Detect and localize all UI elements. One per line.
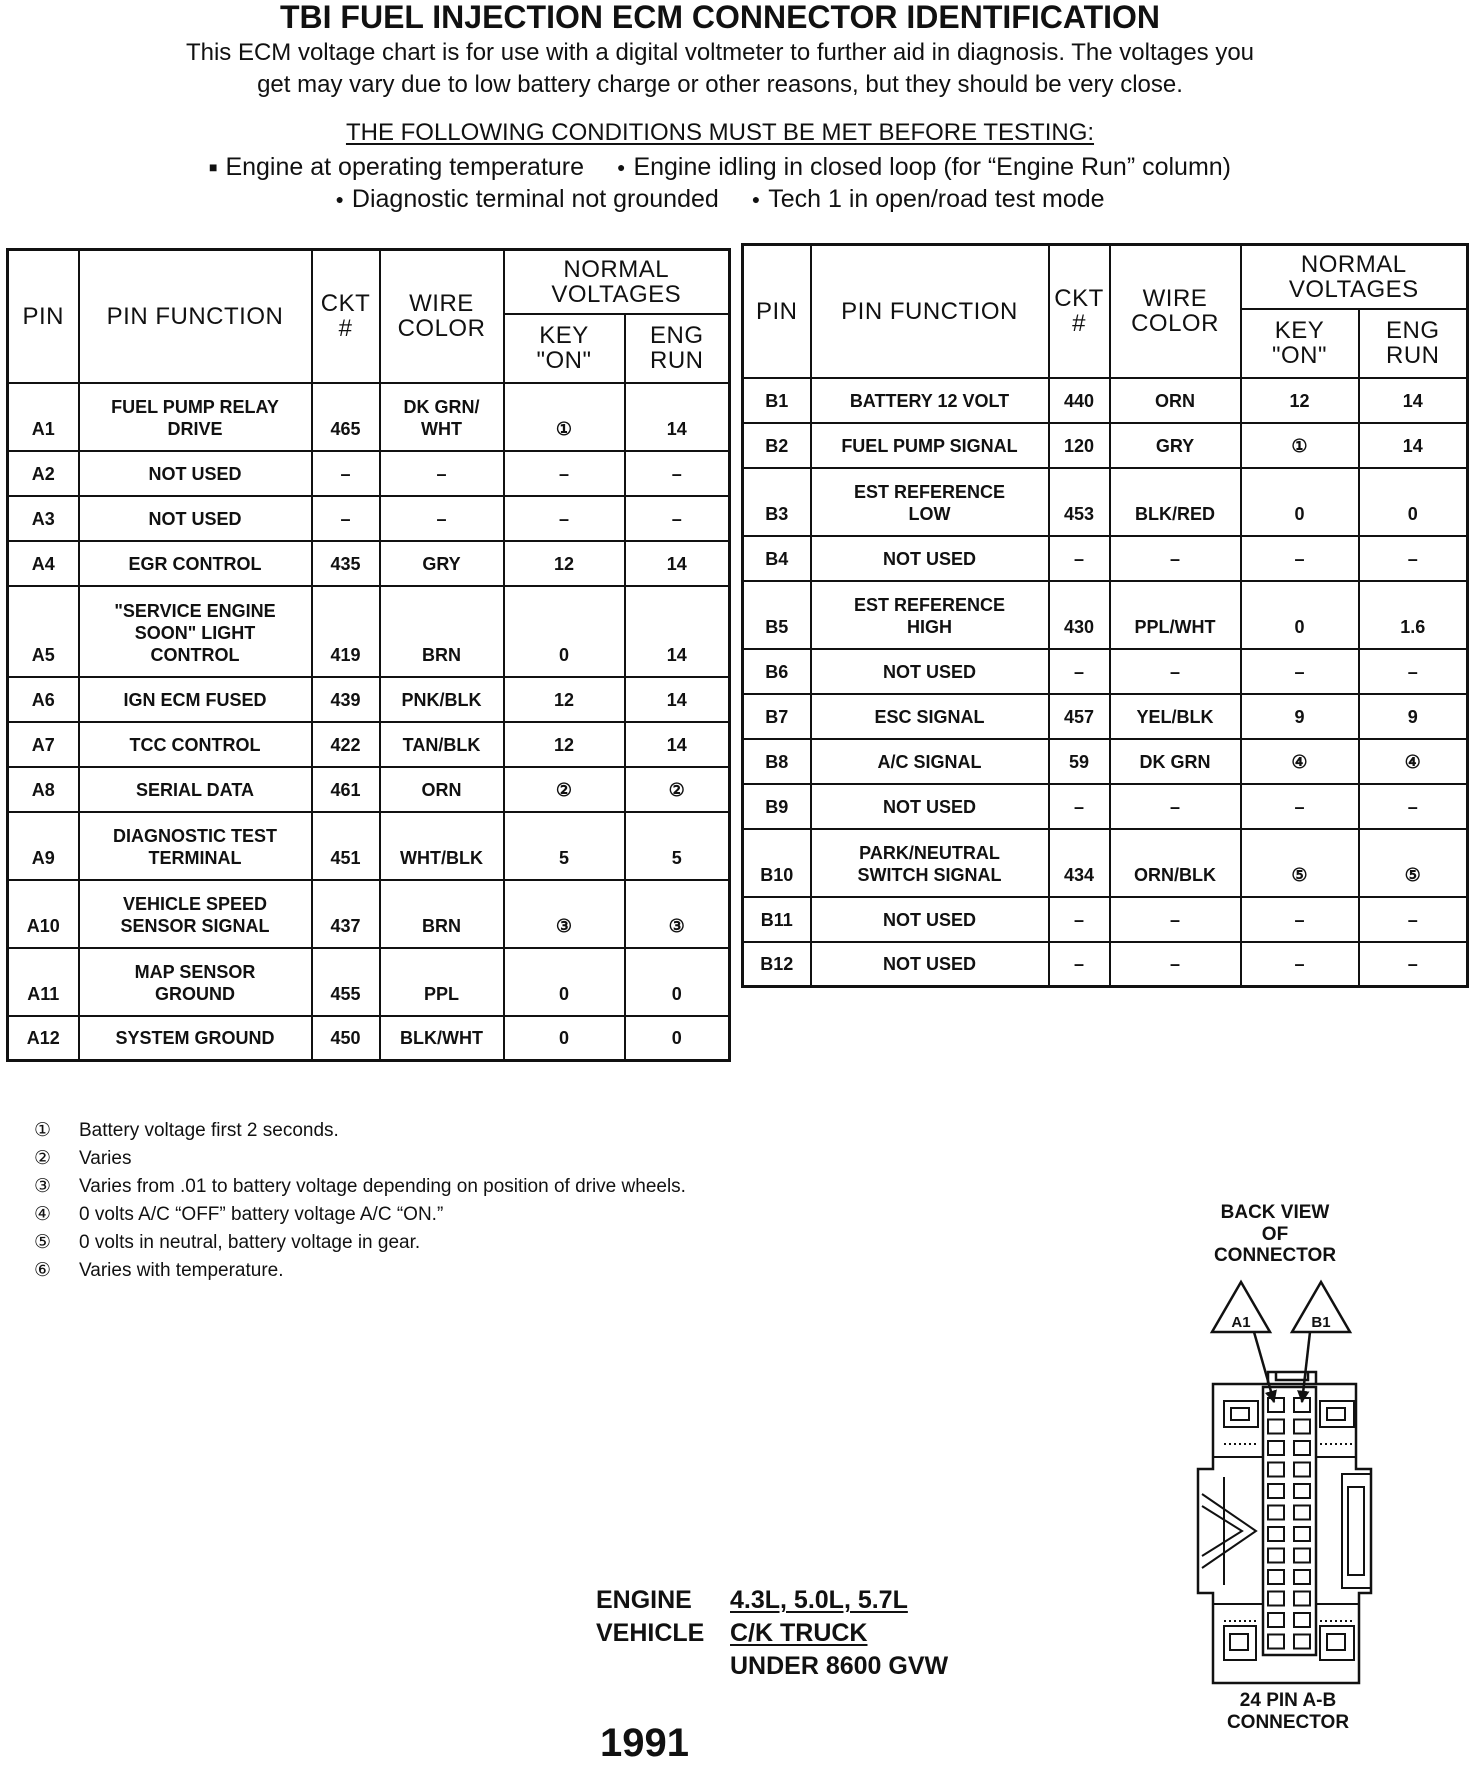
header-row xyxy=(8,250,730,314)
table-body xyxy=(8,383,730,1061)
conditions-line xyxy=(0,183,1440,215)
circuit-number-cell: 437 xyxy=(312,880,380,948)
table-row xyxy=(743,581,1468,649)
pin-function-cell: IGN ECM FUSED xyxy=(79,677,312,722)
footnote-text: Battery voltage first 2 seconds. xyxy=(79,1120,339,1141)
connector-key-tab xyxy=(1268,1372,1316,1384)
circuit-number-cell: – xyxy=(1049,897,1110,942)
table-row xyxy=(8,496,730,541)
table-row xyxy=(743,378,1468,423)
vehicle-value: C/K TRUCK xyxy=(730,1619,868,1647)
header-pin-function: PIN FUNCTION xyxy=(811,245,1049,378)
pin-function-cell: PARK/NEUTRAL SWITCH SIGNAL xyxy=(811,829,1049,897)
connector-pin xyxy=(1294,1420,1310,1434)
table-header xyxy=(8,250,730,383)
header-normal-voltages: NORMAL VOLTAGES xyxy=(1241,245,1468,309)
condition-text: Diagnostic terminal not grounded xyxy=(351,185,719,213)
table-row xyxy=(8,383,730,451)
application-info xyxy=(596,1584,948,1683)
circuit-number-cell: 59 xyxy=(1049,739,1110,784)
wire-color-cell: – xyxy=(1110,897,1241,942)
key-on-voltage-cell: 12 xyxy=(504,722,625,767)
pin-function-cell: MAP SENSOR GROUND xyxy=(79,948,312,1016)
key-on-voltage-cell: 12 xyxy=(504,541,625,586)
header-wire-color: WIRE COLOR xyxy=(380,250,504,383)
wire-color-cell: – xyxy=(1110,649,1241,694)
condition-item xyxy=(335,185,718,213)
circuit-number-cell: – xyxy=(1049,784,1110,829)
header-pin: PIN xyxy=(743,245,811,378)
table-row xyxy=(743,829,1468,897)
pin-cell: A5 xyxy=(8,586,79,677)
header-wire-color: WIRE COLOR xyxy=(1110,245,1241,378)
wire-color-cell: GRY xyxy=(380,541,504,586)
footnote xyxy=(32,1229,686,1257)
connector-pin xyxy=(1294,1592,1310,1606)
footnote-marker: ④ xyxy=(34,1204,52,1225)
circuit-number-cell: 455 xyxy=(312,948,380,1016)
connector-pin xyxy=(1294,1463,1310,1477)
footnote-text: 0 volts A/C “OFF” battery voltage A/C “ON.” xyxy=(79,1204,444,1225)
key-on-voltage-cell: – xyxy=(1241,784,1359,829)
circuit-number-cell: 451 xyxy=(312,812,380,880)
engine-run-voltage-cell: – xyxy=(1359,784,1468,829)
engine-run-voltage-cell: ③ xyxy=(625,880,730,948)
pin-cell: A6 xyxy=(8,677,79,722)
footnote xyxy=(32,1117,686,1145)
circuit-number-cell: – xyxy=(1049,649,1110,694)
connector-pin xyxy=(1268,1570,1284,1584)
label-spacer xyxy=(596,1650,730,1683)
conditions-line xyxy=(0,151,1440,183)
key-on-voltage-cell: – xyxy=(1241,942,1359,987)
pin-cell: B12 xyxy=(743,942,811,987)
condition-text: Engine idling in closed loop (for “Engine Run” column) xyxy=(633,153,1231,181)
vehicle-note-row xyxy=(596,1650,948,1683)
footnote-marker: ① xyxy=(34,1120,52,1141)
header-key-on: KEY "ON" xyxy=(1241,309,1359,378)
connector-pin xyxy=(1294,1484,1310,1498)
pin-table-a xyxy=(6,248,731,1062)
key-on-voltage-cell: ① xyxy=(1241,423,1359,468)
pin-cell: A9 xyxy=(8,812,79,880)
connector-pin xyxy=(1294,1549,1310,1563)
engine-run-voltage-cell: – xyxy=(625,496,730,541)
engine-run-voltage-cell: 1.6 xyxy=(1359,581,1468,649)
pin-cell: B4 xyxy=(743,536,811,581)
wire-color-cell: ORN xyxy=(1110,378,1241,423)
circuit-number-cell: – xyxy=(1049,942,1110,987)
conditions-heading: THE FOLLOWING CONDITIONS MUST BE MET BEFORE TESTING: xyxy=(345,119,1095,146)
condition-item xyxy=(617,153,1231,181)
connector-pin xyxy=(1268,1592,1284,1606)
table-row xyxy=(8,767,730,812)
header-key-on: KEY "ON" xyxy=(504,314,625,383)
engine-run-voltage-cell: 14 xyxy=(625,722,730,767)
circuit-number-cell: 435 xyxy=(312,541,380,586)
table-row xyxy=(743,739,1468,784)
footnote-marker: ② xyxy=(34,1148,52,1169)
key-on-voltage-cell: ③ xyxy=(504,880,625,948)
vehicle-note: UNDER 8600 GVW xyxy=(730,1652,949,1680)
circuit-number-cell: 419 xyxy=(312,586,380,677)
footnote-marker: ⑤ xyxy=(34,1232,52,1253)
connector-pin xyxy=(1268,1635,1284,1649)
wire-color-cell: – xyxy=(1110,942,1241,987)
circuit-number-cell: – xyxy=(312,496,380,541)
key-on-voltage-cell: – xyxy=(504,496,625,541)
pin-cell: B6 xyxy=(743,649,811,694)
circuit-number-cell: 120 xyxy=(1049,423,1110,468)
pin-function-cell: EST REFERENCE HIGH xyxy=(811,581,1049,649)
round-bullet-icon: ● xyxy=(335,191,344,207)
table-row xyxy=(8,451,730,496)
pin-function-cell: NOT USED xyxy=(811,649,1049,694)
pin-function-cell: NOT USED xyxy=(811,897,1049,942)
footnote-text: 0 volts in neutral, battery voltage in gear. xyxy=(79,1232,421,1253)
connector-pin xyxy=(1294,1570,1310,1584)
pin-cell: A7 xyxy=(8,722,79,767)
connector-pin xyxy=(1268,1549,1284,1563)
pin-function-cell: DIAGNOSTIC TEST TERMINAL xyxy=(79,812,312,880)
pin-cell: A1 xyxy=(8,383,79,451)
wire-color-cell: – xyxy=(1110,536,1241,581)
footnote xyxy=(32,1145,686,1173)
pin-function-cell: FUEL PUMP SIGNAL xyxy=(811,423,1049,468)
header-circuit-number: CKT # xyxy=(1049,245,1110,378)
wire-color-cell: ORN/BLK xyxy=(1110,829,1241,897)
intro-line: get may vary due to low battery charge or other reasons, but they should be very close. xyxy=(257,71,1183,98)
header-row xyxy=(743,245,1468,309)
pin-function-cell: A/C SIGNAL xyxy=(811,739,1049,784)
key-on-voltage-cell: ④ xyxy=(1241,739,1359,784)
engine-run-voltage-cell: 14 xyxy=(625,383,730,451)
table-row xyxy=(8,586,730,677)
footnotes xyxy=(32,1117,686,1285)
wire-color-cell: PNK/BLK xyxy=(380,677,504,722)
table-row xyxy=(8,722,730,767)
circuit-number-cell: 457 xyxy=(1049,694,1110,739)
table-row xyxy=(743,784,1468,829)
table-row xyxy=(743,423,1468,468)
condition-item xyxy=(752,185,1105,213)
connector-pin xyxy=(1294,1527,1310,1541)
pin-function-cell: EST REFERENCE LOW xyxy=(811,468,1049,536)
engine-run-voltage-cell: – xyxy=(625,451,730,496)
pin-function-cell: NOT USED xyxy=(811,536,1049,581)
wire-color-cell: WHT/BLK xyxy=(380,812,504,880)
pin-function-cell: ESC SIGNAL xyxy=(811,694,1049,739)
pin-cell: B2 xyxy=(743,423,811,468)
key-on-voltage-cell: – xyxy=(1241,649,1359,694)
footnote xyxy=(32,1173,686,1201)
header-engine-run: ENG RUN xyxy=(1359,309,1468,378)
pin-function-cell: BATTERY 12 VOLT xyxy=(811,378,1049,423)
key-on-voltage-cell: ① xyxy=(504,383,625,451)
wire-color-cell: – xyxy=(380,496,504,541)
pin-cell: B11 xyxy=(743,897,811,942)
wire-color-cell: BRN xyxy=(380,880,504,948)
pin-b1-label: B1 xyxy=(1311,1314,1331,1331)
condition-text: Engine at operating temperature xyxy=(225,153,585,181)
connector-pin xyxy=(1268,1398,1284,1412)
engine-run-voltage-cell: – xyxy=(1359,942,1468,987)
pin-cell: B10 xyxy=(743,829,811,897)
wire-color-cell: TAN/BLK xyxy=(380,722,504,767)
pin-function-cell: NOT USED xyxy=(811,942,1049,987)
key-on-voltage-cell: 5 xyxy=(504,812,625,880)
connector-view-label: BACK VIEW OF CONNECTOR xyxy=(1213,1202,1337,1266)
table-row xyxy=(743,694,1468,739)
circuit-number-cell: 453 xyxy=(1049,468,1110,536)
vehicle-label: VEHICLE xyxy=(596,1619,705,1647)
key-on-voltage-cell: 0 xyxy=(504,586,625,677)
connector-pin xyxy=(1268,1506,1284,1520)
engine-row xyxy=(596,1584,948,1617)
engine-run-voltage-cell: – xyxy=(1359,649,1468,694)
connector-pin xyxy=(1294,1441,1310,1455)
table-row xyxy=(743,649,1468,694)
intro-paragraph xyxy=(0,37,1440,101)
engine-run-voltage-cell: 0 xyxy=(625,1016,730,1061)
engine-run-voltage-cell: ④ xyxy=(1359,739,1468,784)
table-row xyxy=(8,812,730,880)
wire-color-cell: BLK/RED xyxy=(1110,468,1241,536)
circuit-number-cell: 434 xyxy=(1049,829,1110,897)
pin-function-cell: SYSTEM GROUND xyxy=(79,1016,312,1061)
wire-color-cell: PPL/WHT xyxy=(1110,581,1241,649)
engine-value: 4.3L, 5.0L, 5.7L xyxy=(730,1586,908,1614)
pin-function-cell: NOT USED xyxy=(79,496,312,541)
wire-color-cell: – xyxy=(380,451,504,496)
circuit-number-cell: 461 xyxy=(312,767,380,812)
condition-item xyxy=(209,153,584,181)
engine-run-voltage-cell: 9 xyxy=(1359,694,1468,739)
pin-cell: B7 xyxy=(743,694,811,739)
engine-run-voltage-cell: 0 xyxy=(625,948,730,1016)
key-on-voltage-cell: 12 xyxy=(504,677,625,722)
model-year: 1991 xyxy=(600,1721,689,1765)
condition-text: Tech 1 in open/road test mode xyxy=(768,185,1105,213)
connector-pin xyxy=(1294,1613,1310,1627)
pin-cell: A2 xyxy=(8,451,79,496)
table-row xyxy=(743,942,1468,987)
engine-run-voltage-cell: 14 xyxy=(1359,378,1468,423)
key-on-voltage-cell: – xyxy=(1241,536,1359,581)
pin-cell: B5 xyxy=(743,581,811,649)
engine-run-voltage-cell: ② xyxy=(625,767,730,812)
engine-run-voltage-cell: – xyxy=(1359,897,1468,942)
engine-run-voltage-cell: ⑤ xyxy=(1359,829,1468,897)
pin-a1-label: A1 xyxy=(1231,1314,1251,1331)
key-on-voltage-cell: 0 xyxy=(504,1016,625,1061)
footnote xyxy=(32,1257,686,1285)
footnote-text: Varies xyxy=(79,1148,132,1169)
circuit-number-cell: 440 xyxy=(1049,378,1110,423)
footnote-marker: ⑥ xyxy=(34,1260,52,1281)
table-row xyxy=(8,677,730,722)
table-row xyxy=(743,536,1468,581)
footnote xyxy=(32,1201,686,1229)
wire-color-cell: YEL/BLK xyxy=(1110,694,1241,739)
pin-cell: A3 xyxy=(8,496,79,541)
header-pin: PIN xyxy=(8,250,79,383)
engine-run-voltage-cell: 14 xyxy=(1359,423,1468,468)
table-header xyxy=(743,245,1468,378)
header-normal-voltages: NORMAL VOLTAGES xyxy=(504,250,730,314)
wire-color-cell: – xyxy=(1110,784,1241,829)
wire-color-cell: BRN xyxy=(380,586,504,677)
key-on-voltage-cell: ② xyxy=(504,767,625,812)
square-bullet-icon: ■ xyxy=(208,159,218,175)
table-row xyxy=(8,1016,730,1061)
vehicle-row xyxy=(596,1617,948,1650)
table-body xyxy=(743,378,1468,987)
footnote-text: Varies from .01 to battery voltage depending on position of drive wheels. xyxy=(79,1176,686,1197)
connector-diagram xyxy=(1190,1272,1380,1690)
pin-function-cell: VEHICLE SPEED SENSOR SIGNAL xyxy=(79,880,312,948)
table-row xyxy=(743,897,1468,942)
pin-function-cell: SERIAL DATA xyxy=(79,767,312,812)
circuit-number-cell: – xyxy=(312,451,380,496)
pin-function-cell: NOT USED xyxy=(811,784,1049,829)
pin-table-b xyxy=(741,243,1469,988)
circuit-number-cell: 439 xyxy=(312,677,380,722)
key-on-voltage-cell: 0 xyxy=(1241,581,1359,649)
intro-line: This ECM voltage chart is for use with a digital voltmeter to further aid in diagnosis. The voltages you xyxy=(185,39,1255,66)
key-on-voltage-cell: 12 xyxy=(1241,378,1359,423)
key-on-voltage-cell: 0 xyxy=(1241,468,1359,536)
pin-cell: A4 xyxy=(8,541,79,586)
pin-cell: A12 xyxy=(8,1016,79,1061)
wire-color-cell: PPL xyxy=(380,948,504,1016)
key-on-voltage-cell: – xyxy=(1241,897,1359,942)
pin-cell: A11 xyxy=(8,948,79,1016)
connector-caption: 24 PIN A-B CONNECTOR xyxy=(1226,1690,1350,1733)
header-circuit-number: CKT # xyxy=(312,250,380,383)
pin-cell: B1 xyxy=(743,378,811,423)
engine-run-voltage-cell: 0 xyxy=(1359,468,1468,536)
connector-pin xyxy=(1268,1441,1284,1455)
pin-function-cell: EGR CONTROL xyxy=(79,541,312,586)
circuit-number-cell: 422 xyxy=(312,722,380,767)
engine-run-voltage-cell: 5 xyxy=(625,812,730,880)
table-row xyxy=(8,880,730,948)
key-on-voltage-cell: ⑤ xyxy=(1241,829,1359,897)
connector-pin xyxy=(1268,1463,1284,1477)
key-on-voltage-cell: 0 xyxy=(504,948,625,1016)
pin-cell: A10 xyxy=(8,880,79,948)
wire-color-cell: ORN xyxy=(380,767,504,812)
table-row xyxy=(8,541,730,586)
pin-function-cell: TCC CONTROL xyxy=(79,722,312,767)
circuit-number-cell: – xyxy=(1049,536,1110,581)
connector-pin xyxy=(1294,1506,1310,1520)
header-pin-function: PIN FUNCTION xyxy=(79,250,312,383)
pin-cell: B3 xyxy=(743,468,811,536)
connector-pin xyxy=(1268,1420,1284,1434)
connector-pin xyxy=(1268,1527,1284,1541)
circuit-number-cell: 465 xyxy=(312,383,380,451)
header-engine-run: ENG RUN xyxy=(625,314,730,383)
round-bullet-icon: ● xyxy=(751,191,761,207)
pin-cell: B9 xyxy=(743,784,811,829)
wire-color-cell: GRY xyxy=(1110,423,1241,468)
circuit-number-cell: 430 xyxy=(1049,581,1110,649)
pin-function-cell: NOT USED xyxy=(79,451,312,496)
wire-color-cell: BLK/WHT xyxy=(380,1016,504,1061)
pin-function-cell: "SERVICE ENGINE SOON" LIGHT CONTROL xyxy=(79,586,312,677)
footnote-marker: ③ xyxy=(34,1176,52,1197)
circuit-number-cell: 450 xyxy=(312,1016,380,1061)
connector-pin xyxy=(1268,1613,1284,1627)
table-row xyxy=(743,468,1468,536)
pin-cell: A8 xyxy=(8,767,79,812)
engine-label: ENGINE xyxy=(596,1586,692,1614)
engine-run-voltage-cell: – xyxy=(1359,536,1468,581)
page-title: TBI FUEL INJECTION ECM CONNECTOR IDENTIFICATION xyxy=(279,0,1160,35)
pin-cell: B8 xyxy=(743,739,811,784)
engine-run-voltage-cell: 14 xyxy=(625,677,730,722)
connector-pin xyxy=(1294,1635,1310,1649)
round-bullet-icon: ● xyxy=(616,159,626,175)
engine-run-voltage-cell: 14 xyxy=(625,586,730,677)
wire-color-cell: DK GRN xyxy=(1110,739,1241,784)
pin-function-cell: FUEL PUMP RELAY DRIVE xyxy=(79,383,312,451)
table-row xyxy=(8,948,730,1016)
wire-color-cell: DK GRN/ WHT xyxy=(380,383,504,451)
key-on-voltage-cell: 9 xyxy=(1241,694,1359,739)
connector-pin xyxy=(1268,1484,1284,1498)
engine-run-voltage-cell: 14 xyxy=(625,541,730,586)
key-on-voltage-cell: – xyxy=(504,451,625,496)
footnote-text: Varies with temperature. xyxy=(79,1260,284,1281)
